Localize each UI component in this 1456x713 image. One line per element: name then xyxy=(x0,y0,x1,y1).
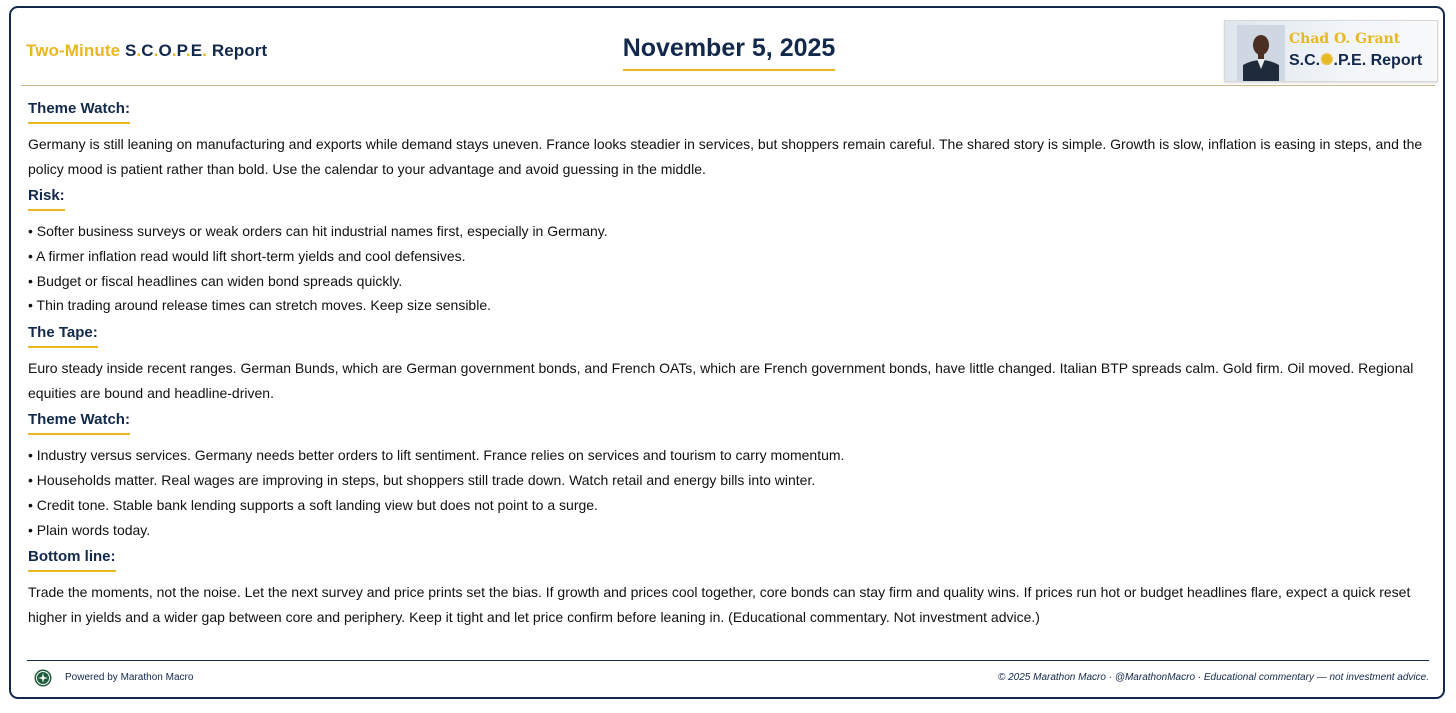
section-heading: Bottom line: xyxy=(28,548,116,572)
marathon-macro-logo-icon xyxy=(34,669,52,687)
list-item: • Credit tone. Stable bank lending supports a soft landing view but does not point to a surge. xyxy=(28,493,1423,518)
powered-by-text: Powered by Marathon Macro xyxy=(65,672,194,683)
list-item: • Households matter. Real wages are improving in steps, but shoppers still trade down. Watch retail and energy bills into winter. xyxy=(28,468,1423,493)
section-theme-watch xyxy=(28,100,1423,181)
list-item: • Budget or fiscal headlines can widen bond spreads quickly. xyxy=(28,269,1423,294)
section-bottom-line xyxy=(28,548,1423,629)
section-paragraph: Germany is still leaning on manufacturing and exports while demand stays uneven. France looks steadier in services, but shoppers remain careful. The shared story is simple. Growth is slow, inflation is easing in steps, and the policy mood is patient rather than bold. Use the calendar to your advantage and avoid guessing in the middle. xyxy=(28,136,1423,177)
list-item: • A firmer inflation read would lift short-term yields and cool defensives. xyxy=(28,244,1423,269)
section-heading: Risk: xyxy=(28,187,65,211)
list-item: • Industry versus services. Germany needs better orders to lift sentiment. France relies on services and tourism to carry momentum. xyxy=(28,443,1423,468)
section-the-tape xyxy=(28,324,1423,405)
section-paragraph: Trade the moments, not the noise. Let the next survey and price prints set the bias. If growth and prices cool together, core bonds can stay firm and quality wins. If prices run hot or budget headlines flare, expect a quick reset higher in yields and a wider gap between core and periphery. Keep it tight and let price confirm before leaning in. (Educational commentary. Not investment advice.) xyxy=(28,584,1411,625)
author-name: Chad O. Grant xyxy=(1289,31,1401,47)
section-risk xyxy=(28,187,1423,318)
person-icon xyxy=(1237,25,1285,81)
copyright-text: © 2025 Marathon Macro · @MarathonMacro · Educational commentary — not investment advice. xyxy=(997,672,1429,683)
footer-divider xyxy=(27,660,1429,661)
sun-icon: ✺ xyxy=(1320,52,1334,69)
report-card xyxy=(9,6,1445,699)
report-date: November 5, 2025 xyxy=(623,34,836,71)
section-theme-watch-2 xyxy=(28,411,1423,542)
section-heading: The Tape: xyxy=(28,324,98,348)
brand-title: Two-Minute S.C.O.P.E. Report xyxy=(26,41,268,60)
list-item: • Plain words today. xyxy=(28,518,1423,543)
author-logo-banner xyxy=(1224,20,1438,82)
risk-list xyxy=(28,219,1423,318)
report-footer xyxy=(27,668,1429,688)
section-heading: Theme Watch: xyxy=(28,100,130,124)
section-heading: Theme Watch: xyxy=(28,411,130,435)
section-paragraph: Euro steady inside recent ranges. German Bunds, which are German government bonds, and French OATs, which are French government bonds, have little changed. Italian BTP spreads calm. Gold firm. Oil moved. Regional equities are bound and headline-driven. xyxy=(28,360,1414,401)
list-item: • Softer business surveys or weak orders can hit industrial names first, especially in Germany. xyxy=(28,219,1423,244)
logo-report-title: S.C.✺.P.E. Report xyxy=(1289,52,1423,69)
header-divider xyxy=(21,85,1435,86)
report-header xyxy=(11,8,1443,86)
report-date-block xyxy=(619,34,839,71)
list-item: • Thin trading around release times can stretch moves. Keep size sensible. xyxy=(28,293,1423,318)
report-body xyxy=(28,100,1423,635)
theme-list xyxy=(28,443,1423,542)
